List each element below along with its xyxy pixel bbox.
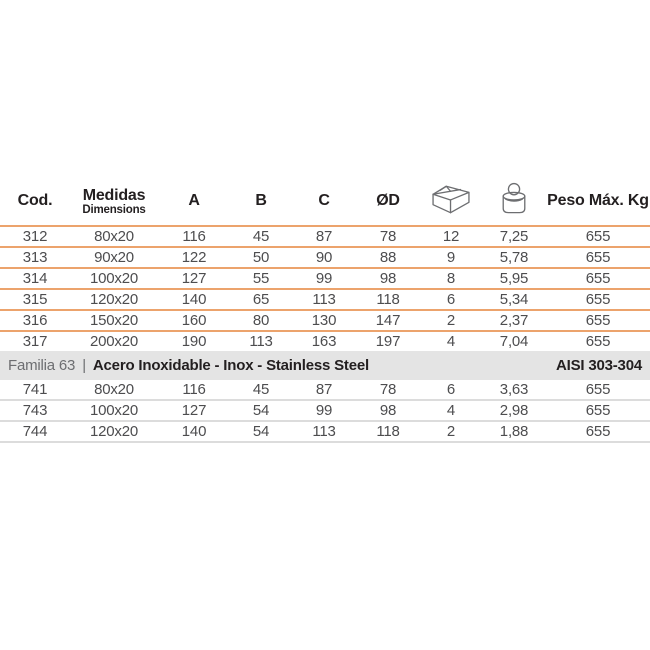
table-cell: 116 [182,228,206,245]
col-header-c: C [292,177,356,226]
table-row [0,310,650,331]
table-cell: 743 [22,402,48,419]
table-cell: 6 [446,291,456,308]
table-cell: 127 [181,270,207,287]
table-cell: 12 [442,228,460,245]
table-cell: 90 [315,249,333,266]
table-cell: 55 [252,270,270,287]
table-row [0,380,650,400]
table-cell: 655 [585,402,611,419]
table-cell: 6 [446,381,456,398]
table-cell: 118 [376,423,400,440]
table-cell: 197 [375,333,401,350]
table-cell: 2,98 [499,402,529,419]
table-cell: 315 [22,291,48,308]
table-cell: 127 [181,402,207,419]
table-cell: 160 [181,312,207,329]
table-cell: 140 [181,423,207,440]
table-cell: 316 [22,312,48,329]
stainless-rows [0,380,650,442]
table-cell: 655 [585,291,611,308]
table-cell: 2,37 [499,312,529,329]
table-cell: 78 [379,381,397,398]
table-cell: 163 [311,333,337,350]
table-cell: 8 [446,270,456,287]
table-row [0,421,650,442]
table-cell: 113 [312,291,336,308]
table-cell: 317 [22,333,48,350]
col-header-weight-per-box [482,177,546,226]
table-cell: 2 [446,423,456,440]
table-cell: 98 [379,270,397,287]
table-cell: 313 [22,249,48,266]
table-cell: 120x20 [89,291,138,308]
table-cell: 113 [312,423,336,440]
header-row [0,177,650,226]
table-cell: 744 [22,423,48,440]
table-cell: 90x20 [94,249,134,266]
table-cell: 87 [315,381,333,398]
family-banner-row [0,351,650,380]
table-cell: 655 [585,270,611,287]
col-header-medidas [70,177,158,226]
table-cell: 45 [252,381,270,398]
table-cell: 741 [22,381,48,398]
table-cell: 312 [22,228,48,245]
table-row [0,247,650,268]
table-cell: 3,63 [499,381,529,398]
table-cell: 4 [446,402,456,419]
table-cell: 150x20 [89,312,138,329]
col-header-cod: Cod. [0,177,70,226]
dimensions-label: Dimensions [82,203,146,216]
table-cell: 147 [375,312,401,329]
table-cell: 5,95 [499,270,529,287]
table-cell: 100x20 [89,402,138,419]
product-spec-table [0,177,650,443]
table-cell: 113 [249,333,273,350]
table-cell: 88 [379,249,397,266]
table-cell: 116 [182,381,206,398]
table-cell: 655 [585,381,611,398]
table-cell: 7,25 [499,228,529,245]
table-cell: 5,34 [499,291,529,308]
table-cell: 78 [379,228,397,245]
table-cell: 7,04 [499,333,529,350]
material-title: Acero Inoxidable - Inox - Stainless Steel [92,357,369,374]
table-cell: 120x20 [89,423,138,440]
table-cell: 54 [252,423,270,440]
table-cell: 4 [446,333,456,350]
table-cell: 140 [181,291,207,308]
col-header-od: ØD [356,177,420,226]
table-cell: 98 [379,402,397,419]
table-row [0,331,650,351]
table-cell: 2 [446,312,456,329]
table-row [0,268,650,289]
table-cell: 45 [252,228,270,245]
col-header-b: B [230,177,292,226]
family-label: Familia 63 [8,357,76,374]
standard-rows [0,226,650,351]
family-banner-bar [0,351,650,380]
table-cell: 99 [315,270,333,287]
table-cell: 50 [252,249,270,266]
table-cell: 54 [252,402,270,419]
col-header-units-per-box [420,177,482,226]
table-cell: 65 [252,291,270,308]
table-cell: 80 [252,312,270,329]
table-cell: 9 [446,249,456,266]
table-cell: 1,88 [499,423,529,440]
table-cell: 314 [22,270,48,287]
table-row [0,289,650,310]
catalog-page [0,177,650,650]
table-cell: 122 [181,249,207,266]
table-cell: 190 [181,333,207,350]
table-cell: 130 [311,312,337,329]
table-cell: 200x20 [89,333,138,350]
table-cell: 655 [585,423,611,440]
table-cell: 655 [585,333,611,350]
family-banner [0,351,650,380]
leveling-foot-icon [499,181,529,217]
table-cell: 118 [376,291,400,308]
medidas-label: Medidas [82,186,146,204]
banner-divider: | [82,357,86,374]
col-header-a: A [158,177,230,226]
carton-box-icon [431,182,471,216]
table-row [0,400,650,421]
table-cell: 5,78 [499,249,529,266]
table-cell: 655 [585,312,611,329]
table-cell: 80x20 [94,381,134,398]
table-cell: 100x20 [89,270,138,287]
table-cell: 655 [585,249,611,266]
col-header-peso-max: Peso Máx. Kg [546,177,650,226]
table-row [0,226,650,247]
table-cell: 80x20 [94,228,134,245]
table-cell: 655 [585,228,611,245]
table-cell: 87 [315,228,333,245]
steel-grade-label: AISI 303-304 [556,357,642,374]
table-cell: 99 [315,402,333,419]
